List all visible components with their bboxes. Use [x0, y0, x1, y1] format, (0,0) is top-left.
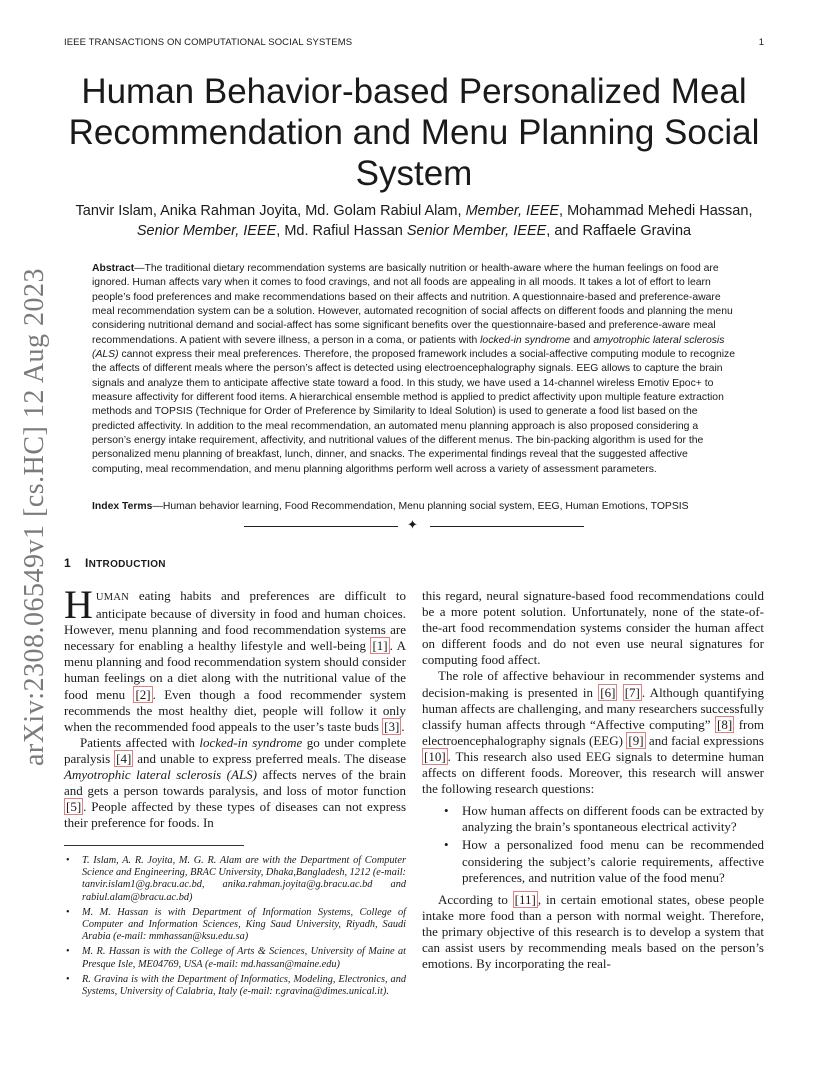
citation-link[interactable]: [5]: [66, 799, 82, 815]
intro-paragraph-5: According to [11] , in certain emotional states, obese people intake more food than a person with normal weight. Therefore, the primary objective of this research is to develop a system that can assist users by recommending meals based on the person’s emotions. By incorporating the real-: [422, 891, 764, 972]
research-questions: [422, 803, 764, 885]
intro-paragraph-2: Patients affected with locked-in syndrome go under complete paralysis [4] and unable to express preferred meals. The disease Amyotrophic lateral sclerosis (ALS) affects nerves of the brain and gets a person towards paralysis, and loss of motor function [5] . People affected by these types of diseases can not express their preference for foods. In: [64, 734, 406, 831]
citation-link[interactable]: [10]: [424, 748, 446, 764]
citation-link[interactable]: [6]: [600, 684, 616, 700]
page-number: 1: [758, 37, 764, 48]
citation-link[interactable]: [7]: [624, 684, 640, 700]
intro-paragraph-3: this regard, neural signature-based food recommendations could be a more potent solution. Unfortunately, none of the state-of-the-art food recommendation systems consider the human affect on different foods and do not even use neural signatures for computing food affect.: [422, 588, 764, 668]
intro-paragraph-4: The role of affective behaviour in recommender systems and decision-making is presented in [6] [7] . Although quantifying human affects are challenging, and many researchers successfully classify human affects through “Affective computing” [8] from electroencephalography signals (EEG) [9] and facial expressions [10] . This research also used EEG signals to determine human affects on different foods. Moreover, this research will answer the following research questions:: [422, 668, 764, 797]
section-heading-introduction: 1 INTRODUCTION: [64, 556, 166, 570]
left-column: [64, 582, 406, 831]
citation-link[interactable]: [8]: [717, 716, 733, 732]
paper-title: Human Behavior-based Personalized Meal Recommendation and Menu Planning Social System: [68, 72, 760, 193]
index-terms: Index Terms—Human behavior learning, Food Recommendation, Menu planning social system, EEG, Human Emotions, TOPSIS: [92, 501, 689, 512]
abstract: Abstract—The traditional dietary recommendation systems are basically nutrition or health-aware where the human feelings on food are ignored. Human affects vary when it comes to food cravings, and not all foods are appealing in all moods. It takes a lot of effort to learn people’s food preferences and make recommendations based on their affects and nutrition. A questionnaire-based and preference-aware meal recommendation system can be a solution. However, automated recognition of social affects on different foods and planning the menu considering nutritional demand and social-affect has some significant benefits over the questionnaire-based and preference-aware meal recommendations. A patient with severe illness, a person in a coma, or patients with locked-in syndrome and amyotrophic lateral sclerosis (ALS) cannot express their meal preferences. Therefore, the proposed framework includes a social-affective computing module to recognize the affects of different meals where the person’s affect is detected using electroencephalography signals. EEG allows to capture the brain signals and analyze them to anticipate affective state toward a food. In this study, we have used a 14-channel wireless Emotiv Epoc+ to measure affectivity for different food items. A hierarchical ensemble method is applied to predict affectivity upon multiple feature extraction methods and TOPSIS (Technique for Order of Preference by Similarity to Ideal Solution) is used to generate a food list based on the predicted affectivity. In addition to the meal recommendation, an automated menu planning approach is also proposed considering a person’s energy intake requirement, affectivity, and nutritional values of the different menus. The bin-packing algorithm is used for the personalized menu planning of breakfast, lunch, dinner, and snacks. The experimental findings reveal that the suggested affective computing, meal recommendation, and menu planning algorithms perform well across a variety of assessment parameters.: [92, 263, 736, 475]
citation-link[interactable]: [11]: [514, 891, 536, 907]
section-separator: [244, 517, 584, 534]
footnote-item: • M. M. Hassan is with Department of Information Systems, College of Computer and Information Sciences, King Saud University, Riyadh, Saudi Arabia (e-mail: mmhassan@ksu.edu.sa): [64, 907, 406, 944]
footnote-rule: [64, 845, 244, 846]
footnote-item: • M. R. Hassan is with the College of Arts & Sciences, University of Maine at Presque Isle, ME04769, USA (e-mail: md.hassan@maine.edu): [64, 946, 406, 970]
abstract-label: Abstract: [92, 263, 135, 274]
research-question-item: • How human affects on different foods can be extracted by analyzing the brain’s spontaneous electrical activity?: [422, 803, 764, 835]
research-question-item: • How a personalized food menu can be recommended considering the subject’s calorie requirements, affective preferences, and nutrition value of the food menu?: [422, 837, 764, 885]
arxiv-stamp: [19, 267, 50, 767]
drop-cap: H: [64, 582, 93, 627]
footnote-item: • T. Islam, A. R. Joyita, M. G. R. Alam are with the Department of Computer Science and Engineering, BRAC University, Dhaka,Bangladesh, 1212 (e-mail: tanvir.islam1@g.bracu.ac.bd, anika.rahman.joyita@g.bracu.ac.bd and rabiul.alam@bracu.ac.bd): [64, 855, 406, 904]
citation-link[interactable]: [9]: [628, 732, 644, 748]
author-footnotes: [64, 855, 406, 1001]
index-terms-label: Index Terms: [92, 501, 153, 512]
running-header: IEEE TRANSACTIONS ON COMPUTATIONAL SOCIAL SYSTEMS: [64, 37, 353, 48]
citation-link[interactable]: [4]: [116, 750, 132, 766]
intro-paragraph-1: HUMAN eating habits and preferences are difficult to anticipate because of diversity in food and human choices. However, menu planning and food recommendation systems are necessary for enabling a healthy lifestyle and well-being [1] . A menu planning and food recommendation system should consider human feelings on a diet along with the nutritional value of the food menu [2] . Even though a food recommender system recommends the most healthy diet, people will follow it only when the recommended food appeals to the user’s taste buds [3] .: [64, 582, 406, 734]
author-list: Tanvir Islam, Anika Rahman Joyita, Md. Golam Rabiul Alam, Member, IEEE, Mohammad Mehedi Hassan, Senior Member, IEEE, Md. Rafiul Hassan Senior Member, IEEE, and Raffaele Gravina: [75, 203, 753, 239]
citation-link[interactable]: [1]: [372, 638, 388, 654]
citation-link[interactable]: [2]: [135, 686, 151, 702]
diamond-icon: ✦: [407, 517, 418, 532]
citation-link[interactable]: [3]: [384, 718, 400, 734]
arxiv-identifier: arXiv:2308.06549v1 [cs.HC] 12 Aug 2023: [19, 267, 50, 767]
right-column: [422, 588, 764, 972]
footnote-item: • R. Gravina is with the Department of Informatics, Modeling, Electronics, and Systems, University of Calabria, Italy (e-mail: r.gravina@dimes.unical.it).: [64, 974, 406, 998]
